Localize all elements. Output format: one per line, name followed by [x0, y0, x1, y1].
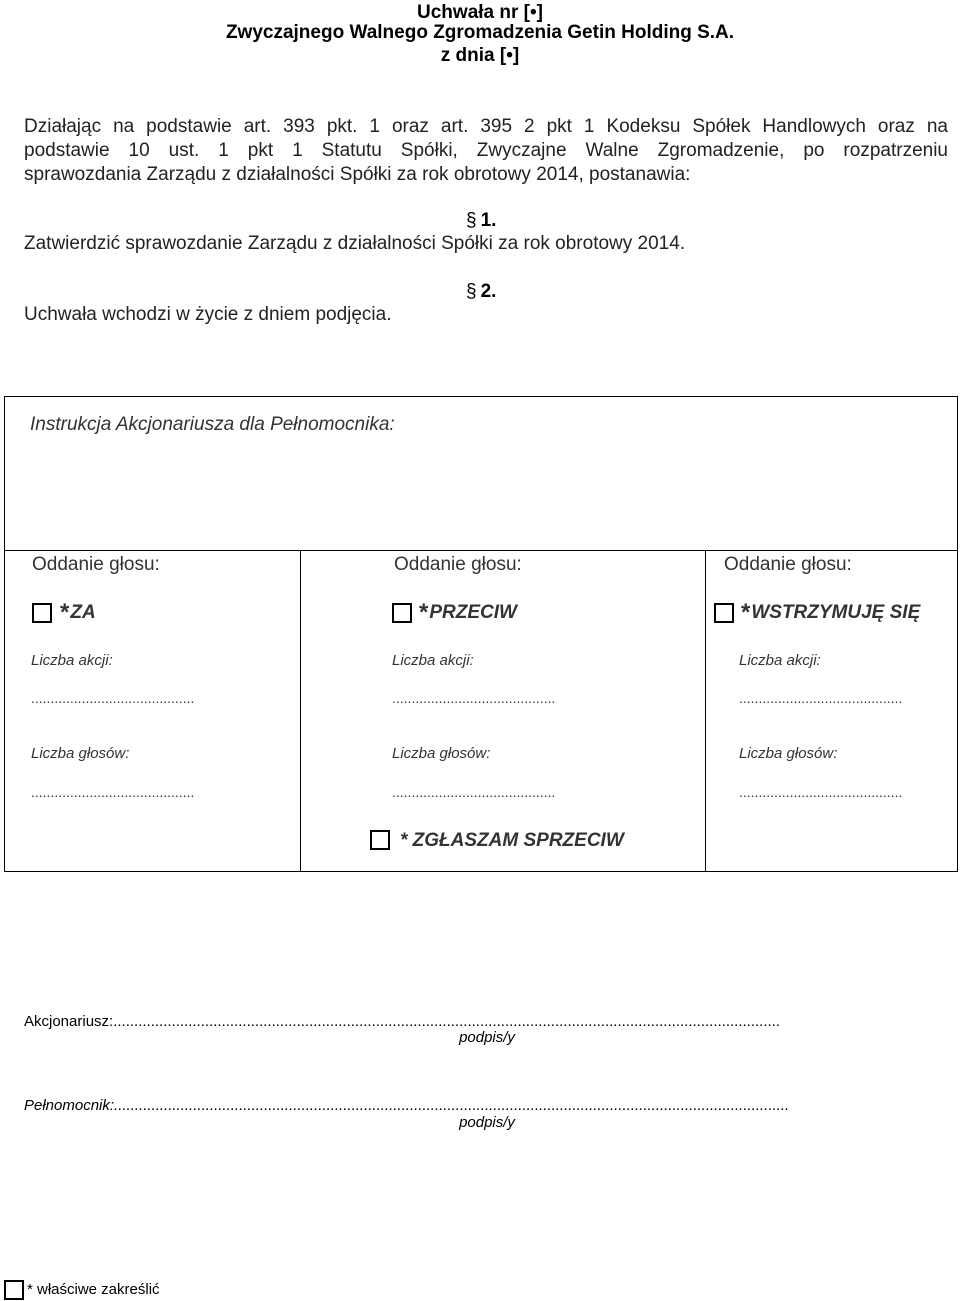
- assembly-name: Zwyczajnego Walnego Zgromadzenia Getin Holding S.A.: [225, 22, 735, 43]
- objection-label: * ZGŁASZAM SPRZECIW: [400, 830, 624, 851]
- resolution-date: z dnia [•]: [440, 45, 520, 66]
- objection-checkbox[interactable]: [370, 830, 390, 850]
- shares-label: Liczba akcji:: [392, 652, 474, 669]
- signature-caption: podpis/y: [459, 1114, 515, 1131]
- shares-label: Liczba akcji:: [739, 652, 821, 669]
- votes-field[interactable]: ..........................................: [31, 784, 195, 800]
- section-number: 2.: [480, 281, 497, 302]
- column-divider: [300, 551, 301, 871]
- section-number: 1.: [480, 210, 497, 231]
- shares-field[interactable]: ..........................................: [739, 690, 903, 706]
- proxy-signature-line[interactable]: [24, 1097, 924, 1114]
- votes-field[interactable]: ..........................................: [739, 784, 903, 800]
- votes-label: Liczba głosów:: [739, 745, 838, 762]
- signature-dots: ..................................................................................................................................................................: [114, 1097, 790, 1114]
- intro-line-1: Działając na podstawie art. 393 pkt. 1 oraz art. 395 2 pkt 1 Kodeksu Spółek Handlowych oraz na: [24, 116, 948, 137]
- votes-field[interactable]: ..........................................: [392, 784, 556, 800]
- section-1-heading: [466, 210, 496, 232]
- shares-label: Liczba akcji:: [31, 652, 113, 669]
- votes-label: Liczba głosów:: [31, 745, 130, 762]
- vote-abstain-checkbox[interactable]: [714, 603, 734, 623]
- vote-against-label: *PRZECIW: [419, 599, 517, 626]
- footnote-text: * właściwe zakreślić: [27, 1281, 160, 1298]
- instruction-heading: Instrukcja Akcjonariusza dla Pełnomocnika:: [30, 414, 395, 435]
- intro-line-2: podstawie 10 ust. 1 pkt 1 Statutu Spółki, Zwyczajne Walne Zgromadzenie, po rozpatrzeniu: [24, 140, 948, 161]
- instruction-box: [4, 396, 958, 872]
- intro-line-3: sprawozdania Zarządu z działalności Spółki za rok obrotowy 2014, postanawia:: [24, 164, 691, 185]
- column-divider: [705, 551, 706, 871]
- paragraph-sign: §: [466, 281, 477, 302]
- proxy-label: Pełnomocnik:: [24, 1097, 115, 1114]
- paragraph-sign: §: [466, 210, 477, 231]
- shares-field[interactable]: ..........................................: [392, 690, 556, 706]
- signature-caption: podpis/y: [459, 1029, 515, 1046]
- vote-heading: Oddanie głosu:: [394, 554, 522, 575]
- shares-field[interactable]: ..........................................: [31, 690, 195, 706]
- section-2-text: Uchwała wchodzi w życie z dniem podjęcia.: [24, 304, 392, 325]
- vote-abstain-label: *WSTRZYMUJĘ SIĘ: [741, 599, 921, 626]
- section-1-text: Zatwierdzić sprawozdanie Zarządu z działalności Spółki za rok obrotowy 2014.: [24, 233, 686, 254]
- votes-label: Liczba głosów:: [392, 745, 491, 762]
- vote-against-checkbox[interactable]: [392, 603, 412, 623]
- shareholder-signature-line[interactable]: [24, 1013, 924, 1030]
- vote-heading: Oddanie głosu:: [724, 554, 852, 575]
- vote-for-label: *ZA: [60, 599, 96, 626]
- resolution-number: Uchwała nr [•]: [417, 2, 543, 23]
- signature-dots: ................................................................................................................................................................: [113, 1013, 780, 1030]
- shareholder-label: Akcjonariusz:: [24, 1013, 114, 1030]
- box-divider: [4, 550, 958, 551]
- footnote-checkbox: [4, 1280, 24, 1300]
- vote-for-checkbox[interactable]: [32, 603, 52, 623]
- vote-heading: Oddanie głosu:: [32, 554, 160, 575]
- section-2-heading: [466, 281, 496, 303]
